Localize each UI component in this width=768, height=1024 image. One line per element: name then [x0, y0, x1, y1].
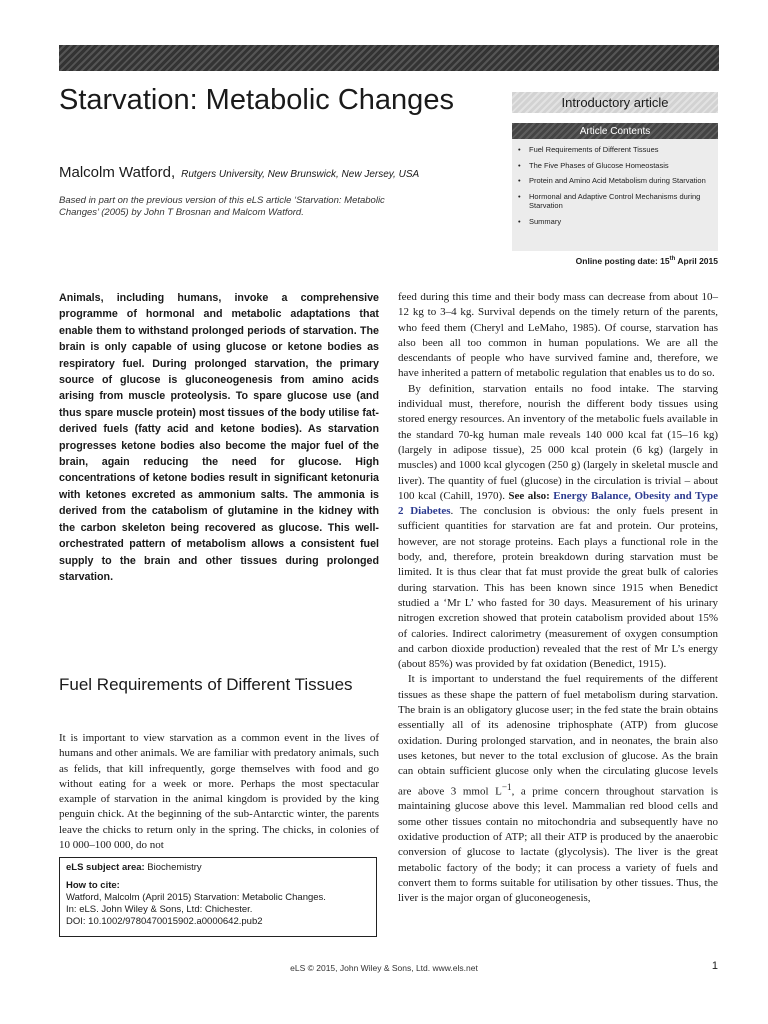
contents-item[interactable]: • Hormonal and Adaptive Control Mechanisms during Starvation: [518, 191, 701, 210]
article-title: Starvation: Metabolic Changes: [59, 84, 454, 116]
header-band: [59, 45, 719, 71]
author-name: Malcolm Watford,: [59, 164, 176, 181]
see-also-link[interactable]: Energy Balance, Obesity and Type 2 Diabetes: [398, 489, 718, 518]
contents-item[interactable]: • Summary: [518, 216, 562, 226]
cite-line: In: eLS. John Wiley & Sons, Ltd: Chichester.: [66, 904, 253, 915]
citation-box: [59, 857, 377, 937]
article-type-badge: Introductory article: [512, 92, 718, 113]
bullet-icon: •: [518, 160, 521, 170]
bullet-icon: •: [518, 216, 521, 226]
footer-copyright: eLS © 2015, John Wiley & Sons, Ltd. www.els.net: [290, 963, 478, 973]
contents-list: [512, 139, 718, 226]
body-paragraph: It is important to understand the fuel requirements of the different tissues as these shape the pattern of fuel metabolism during starvation. The brain is an obligatory glucose user; in the fed state the brain obtains essentially all of its adenosine triphosphate (ATP) from glucose oxidation. During prolonged starvation, and in neonates, the brain also uses ketones, but never to the total exclusion of glucose. As the brain can obtain sufficient glucose only when the circulating glucose levels are above 3 mmol $L^{-1}$, a prime concern throughout starvation is maintaining glucose above this level. Mammalian red blood cells and some other tissues contain no mitochondria and subsequently have no oxidative production of ATP; all their ATP is produced by the anaerobic conversion of glucose to lactate (glycolysis). The liver is the great metabolic factory of the body; it can process a variety of fuels and convert them to forms suitable for utilisation by other tissues. Thus, the liver is the major organ of gluconeogenesis,: [398, 673, 718, 905]
section-heading: Fuel Requirements of Different Tissues: [59, 675, 353, 694]
author-line: [59, 164, 419, 182]
bullet-icon: •: [518, 176, 521, 185]
article-contents-panel: [512, 123, 718, 251]
doi-line[interactable]: DOI: 10.1002/9780470015902.a0000642.pub2: [66, 916, 263, 927]
online-posting-date: Online posting date: 15th April 2015: [575, 256, 718, 266]
subject-area: eLS subject area: Biochemistry: [66, 862, 202, 873]
body-paragraph: It is important to view starvation as a common event in the lives of humans and other animals. We are familiar with predatory animals, such as felids, that kill infrequently, gorge themselves with food and go without eating for a week or more. Perhaps the most spectacular example of starvation in the animal kingdom is provided by the king penguin chick. At the beginning of the sub-Antarctic winter, the parents leave the chicks to return only in the spring. The chicks, in colonies of 10 000–100 000, do not: [59, 732, 379, 852]
body-paragraph: feed during this time and their body mass can decrease from about 10–12 kg to 3–4 kg. Survival depends on the timely return of the parents, who feed them (Cheryl and LeMaho, 1985). Of course, starvation has also been all too common in human populations. We are all the descendants of people who have survived famine and, therefore, we have inherited a pattern of metabolic regulation that enables us to do so.: [398, 291, 718, 380]
contents-item[interactable]: • Protein and Amino Acid Metabolism during Starvation: [518, 176, 706, 185]
bullet-icon: •: [518, 145, 521, 154]
contents-title: Article Contents: [512, 123, 718, 139]
abstract: Animals, including humans, invoke a comprehensive programme of hormonal and metabolic adaptations that enable them to withstand prolonged periods of starvation. The brain is only capable of using glucose or ketone bodies as respiratory fuel. During prolonged starvation, the primary source of glucose is gluconeogenesis from amino acids arising from muscle proteolysis. To spare glucose use (and thus spare muscle protein) most tissues of the body utilise fat-derived fuels (fatty acid and ketone bodies). As starvation progresses ketone bodies also become the major fuel of the brain, again reducing the need for glucose. High concentrations of ketone bodies result in significant ketonuria with ketones excreted as ammonium salts. The ammonia is derived from the catabolism of glutamine in the kidney with the carbon skeleton being recovered as glucose. This well-orchestrated pattern of metabolism allows a consistent fuel supply to the brain and other tissues during prolonged starvation.: [59, 292, 379, 583]
right-column: [398, 290, 718, 907]
cite-label: How to cite:: [66, 880, 120, 891]
previous-version-note: Based in part on the previous version of this eLS article ‘Starvation: Metabolic Changes’ (2005) by John T Brosnan and Malcom Watford.: [59, 195, 385, 218]
page-number: 1: [711, 960, 718, 972]
cite-line: Watford, Malcolm (April 2015) Starvation: Metabolic Changes.: [66, 892, 326, 903]
bullet-icon: •: [518, 191, 521, 201]
body-paragraph: By definition, starvation entails no food intake. The starving individual must, therefore, nourish the different body tissues using stored energy resources. An inventory of the metabolic fuels available in the standard 70-kg human male reveals 140 000 kcal fat (15–16 kg) (largely in adipose tissue), 25 000 kcal protein (6 kg) (largely in muscles) and 1000 kcal glycogen (250 g) (largely in skeletal muscle and liver). The quantity of fuel (glucose) in the circulation is trivial – about 100 kcal (Cahill, 1970). See also: Energy Balance, Obesity and Type 2 Diabetes. The conclusion is obvious: the only fuels present in sufficient quantities for starvation are fat and protein. Our proteins, however, are not storage proteins. Each plays a functional role in the body, and, therefore, protein breakdown during starvation must be limited. It is thus clear that fat must provide the great bulk of calories during starvation. This has been known since 1915 when Benedict studied a ‘Mr L’ who fasted for 30 days. Measurement of his urinary nitrogen excretion showed that protein catabolism provided about 15% of calories. Indirect calorimetry (measurement of oxygen consumption and carbon dioxide production) revealed that the rest of Mr L’s energy (about 85%) was provided by fat oxidation (Benedict, 1915).: [398, 382, 718, 671]
contents-item[interactable]: • Fuel Requirements of Different Tissues: [518, 145, 659, 154]
author-affiliation: Rutgers University, New Brunswick, New Jersey, USA: [181, 169, 420, 180]
contents-item[interactable]: • The Five Phases of Glucose Homeostasis: [518, 160, 669, 170]
